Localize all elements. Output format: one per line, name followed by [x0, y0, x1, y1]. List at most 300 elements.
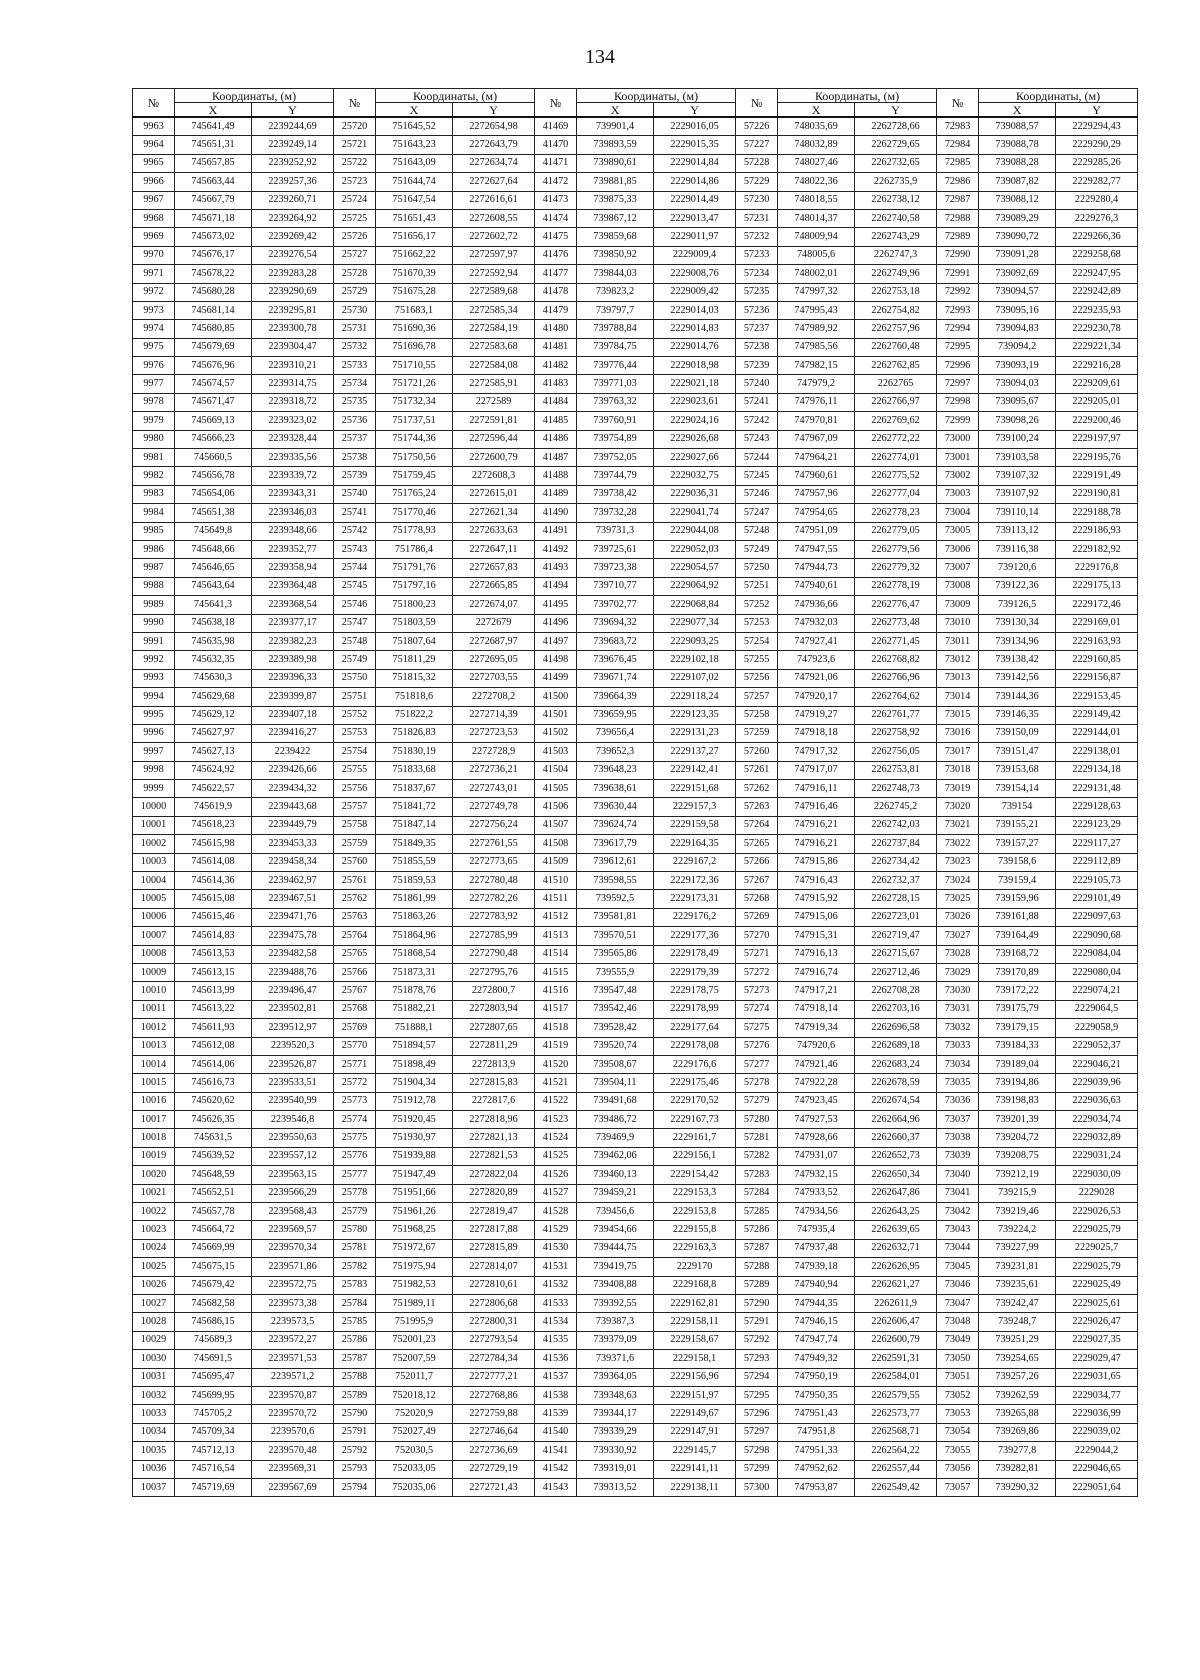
- x-coordinate: 747916,43: [778, 872, 855, 890]
- y-coordinate: 2239571,53: [252, 1350, 334, 1368]
- x-coordinate: 747936,66: [778, 596, 855, 614]
- y-coordinate: 2262715,67: [855, 945, 937, 963]
- x-coordinate: 745630,3: [175, 669, 252, 687]
- y-coordinate: 2272795,76: [453, 963, 535, 981]
- y-coordinate: 2229149,42: [1056, 706, 1138, 724]
- x-coordinate: 751786,4: [376, 540, 453, 558]
- point-number: 41526: [535, 1166, 577, 1184]
- point-number: 57238: [736, 338, 778, 356]
- y-coordinate: 2229025,7: [1056, 1239, 1138, 1257]
- point-number: 57277: [736, 1055, 778, 1073]
- point-number: 25741: [334, 504, 376, 522]
- x-coordinate: 745613,15: [175, 963, 252, 981]
- point-number: 41519: [535, 1037, 577, 1055]
- y-coordinate: 2262778,19: [855, 577, 937, 595]
- point-number: 25764: [334, 927, 376, 945]
- x-coordinate: 747947,55: [778, 540, 855, 558]
- table-row: [133, 577, 1138, 595]
- x-coordinate: 745624,92: [175, 761, 252, 779]
- point-number: 57292: [736, 1331, 778, 1349]
- point-number: 41520: [535, 1055, 577, 1073]
- point-number: 73038: [937, 1129, 979, 1147]
- y-coordinate: 2229068,84: [654, 596, 736, 614]
- y-coordinate: 2229186,93: [1056, 522, 1138, 540]
- point-number: 41524: [535, 1129, 577, 1147]
- table-row: [133, 1295, 1138, 1313]
- table-row: [133, 1074, 1138, 1092]
- y-header: Y: [855, 103, 937, 118]
- y-coordinate: 2262768,82: [855, 651, 937, 669]
- table-row: [133, 412, 1138, 430]
- x-coordinate: 739142,56: [979, 669, 1056, 687]
- y-coordinate: 2239300,78: [252, 320, 334, 338]
- y-coordinate: 2229191,49: [1056, 467, 1138, 485]
- x-coordinate: 745680,85: [175, 320, 252, 338]
- x-coordinate: 739867,12: [577, 209, 654, 227]
- point-number: 41479: [535, 301, 577, 319]
- x-coordinate: 739154: [979, 798, 1056, 816]
- x-coordinate: 745679,42: [175, 1276, 252, 1294]
- point-number: 10030: [133, 1350, 175, 1368]
- x-coordinate: 745678,22: [175, 265, 252, 283]
- point-number: 41487: [535, 449, 577, 467]
- x-coordinate: 751873,31: [376, 963, 453, 981]
- x-coordinate: 739277,8: [979, 1442, 1056, 1460]
- point-number: 25746: [334, 596, 376, 614]
- point-number: 41478: [535, 283, 577, 301]
- y-coordinate: 2229024,16: [654, 412, 736, 430]
- x-coordinate: 747953,87: [778, 1478, 855, 1496]
- x-coordinate: 739459,21: [577, 1184, 654, 1202]
- y-coordinate: 2229188,78: [1056, 504, 1138, 522]
- point-number: 57234: [736, 265, 778, 283]
- x-coordinate: 739201,39: [979, 1111, 1056, 1129]
- point-number: 73049: [937, 1331, 979, 1349]
- y-coordinate: 2272608,3: [453, 467, 535, 485]
- point-number: 73010: [937, 614, 979, 632]
- x-coordinate: 739159,4: [979, 872, 1056, 890]
- point-number: 57264: [736, 816, 778, 834]
- x-coordinate: 745652,51: [175, 1184, 252, 1202]
- point-number: 57270: [736, 927, 778, 945]
- x-coordinate: 739754,89: [577, 430, 654, 448]
- y-coordinate: 2239570,6: [252, 1423, 334, 1441]
- y-coordinate: 2272821,13: [453, 1129, 535, 1147]
- x-coordinate: 739454,66: [577, 1221, 654, 1239]
- y-coordinate: 2229118,24: [654, 688, 736, 706]
- point-number: 57284: [736, 1184, 778, 1202]
- x-coordinate: 748035,69: [778, 117, 855, 136]
- x-coordinate: 739671,74: [577, 669, 654, 687]
- table-row: [133, 559, 1138, 577]
- table-row: [133, 485, 1138, 503]
- x-coordinate: 739092,69: [979, 265, 1056, 283]
- point-number: 25777: [334, 1166, 376, 1184]
- point-number: 73051: [937, 1368, 979, 1386]
- table-row: [133, 357, 1138, 375]
- table-row: [133, 872, 1138, 890]
- point-number: 10036: [133, 1460, 175, 1478]
- y-coordinate: 2272811,29: [453, 1037, 535, 1055]
- point-number: 72987: [937, 191, 979, 209]
- point-number: 9969: [133, 228, 175, 246]
- point-number: 57245: [736, 467, 778, 485]
- point-number: 57291: [736, 1313, 778, 1331]
- y-coordinate: 2262779,05: [855, 522, 937, 540]
- number-header: №: [133, 89, 175, 118]
- x-coordinate: 745699,95: [175, 1386, 252, 1404]
- table-row: [133, 798, 1138, 816]
- y-coordinate: 2229046,65: [1056, 1460, 1138, 1478]
- point-number: 72993: [937, 301, 979, 319]
- x-coordinate: 739110,14: [979, 504, 1056, 522]
- x-coordinate: 751643,09: [376, 154, 453, 172]
- x-coordinate: 739348,63: [577, 1386, 654, 1404]
- x-coordinate: 747985,56: [778, 338, 855, 356]
- point-number: 72996: [937, 357, 979, 375]
- y-coordinate: 2262765: [855, 375, 937, 393]
- x-coordinate: 739088,78: [979, 136, 1056, 154]
- point-number: 25723: [334, 173, 376, 191]
- y-coordinate: 2229282,77: [1056, 173, 1138, 191]
- point-number: 73057: [937, 1478, 979, 1496]
- x-coordinate: 745654,06: [175, 485, 252, 503]
- x-coordinate: 747952,62: [778, 1460, 855, 1478]
- x-coordinate: 739881,85: [577, 173, 654, 191]
- table-row: [133, 1203, 1138, 1221]
- table-row: [133, 375, 1138, 393]
- y-coordinate: 2229276,3: [1056, 209, 1138, 227]
- y-coordinate: 2272585,34: [453, 301, 535, 319]
- table-row: [133, 1478, 1138, 1496]
- point-number: 73022: [937, 835, 979, 853]
- point-number: 73052: [937, 1386, 979, 1404]
- y-coordinate: 2262757,96: [855, 320, 937, 338]
- y-coordinate: 2229167,2: [654, 853, 736, 871]
- point-number: 9984: [133, 504, 175, 522]
- x-header: X: [778, 103, 855, 118]
- x-coordinate: 745648,66: [175, 540, 252, 558]
- y-coordinate: 2229026,68: [654, 430, 736, 448]
- x-coordinate: 739738,42: [577, 485, 654, 503]
- table-row: [133, 1055, 1138, 1073]
- x-coordinate: 739893,59: [577, 136, 654, 154]
- y-coordinate: 2262776,47: [855, 596, 937, 614]
- x-coordinate: 739212,19: [979, 1166, 1056, 1184]
- x-coordinate: 739089,29: [979, 209, 1056, 227]
- point-number: 57228: [736, 154, 778, 172]
- x-coordinate: 739094,83: [979, 320, 1056, 338]
- point-number: 25742: [334, 522, 376, 540]
- x-coordinate: 745626,35: [175, 1111, 252, 1129]
- point-number: 73017: [937, 743, 979, 761]
- x-coordinate: 751643,23: [376, 136, 453, 154]
- x-coordinate: 747921,46: [778, 1055, 855, 1073]
- point-number: 25790: [334, 1405, 376, 1423]
- point-number: 57246: [736, 485, 778, 503]
- y-coordinate: 2272647,11: [453, 540, 535, 558]
- y-coordinate: 2229247,95: [1056, 265, 1138, 283]
- x-coordinate: 739859,68: [577, 228, 654, 246]
- y-coordinate: 2229175,46: [654, 1074, 736, 1092]
- point-number: 25743: [334, 540, 376, 558]
- point-number: 41483: [535, 375, 577, 393]
- table-row: [133, 522, 1138, 540]
- x-coordinate: 751882,21: [376, 1000, 453, 1018]
- y-coordinate: 2272600,79: [453, 449, 535, 467]
- point-number: 73030: [937, 982, 979, 1000]
- x-coordinate: 739491,68: [577, 1092, 654, 1110]
- x-coordinate: 748032,89: [778, 136, 855, 154]
- y-coordinate: 2229014,03: [654, 301, 736, 319]
- point-number: 73055: [937, 1442, 979, 1460]
- y-coordinate: 2229023,61: [654, 393, 736, 411]
- x-coordinate: 747921,06: [778, 669, 855, 687]
- y-coordinate: 2229170: [654, 1258, 736, 1276]
- y-coordinate: 2229280,4: [1056, 191, 1138, 209]
- point-number: 73009: [937, 596, 979, 614]
- y-coordinate: 2239443,68: [252, 798, 334, 816]
- y-coordinate: 2229230,78: [1056, 320, 1138, 338]
- y-coordinate: 2272665,85: [453, 577, 535, 595]
- y-coordinate: 2262737,84: [855, 835, 937, 853]
- table-row: [133, 430, 1138, 448]
- x-coordinate: 739094,57: [979, 283, 1056, 301]
- point-number: 10033: [133, 1405, 175, 1423]
- point-number: 10022: [133, 1203, 175, 1221]
- point-number: 73007: [937, 559, 979, 577]
- table-row: [133, 265, 1138, 283]
- point-number: 41515: [535, 963, 577, 981]
- x-coordinate: 739227,99: [979, 1239, 1056, 1257]
- point-number: 9992: [133, 651, 175, 669]
- x-coordinate: 739161,88: [979, 908, 1056, 926]
- x-coordinate: 745656,78: [175, 467, 252, 485]
- y-coordinate: 2229044,2: [1056, 1442, 1138, 1460]
- x-coordinate: 747927,53: [778, 1111, 855, 1129]
- x-coordinate: 739235,61: [979, 1276, 1056, 1294]
- point-number: 73044: [937, 1239, 979, 1257]
- point-number: 57258: [736, 706, 778, 724]
- point-number: 10006: [133, 908, 175, 926]
- point-number: 25735: [334, 393, 376, 411]
- x-coordinate: 745705,2: [175, 1405, 252, 1423]
- x-coordinate: 745614,83: [175, 927, 252, 945]
- y-coordinate: 2272584,08: [453, 357, 535, 375]
- x-coordinate: 739231,81: [979, 1258, 1056, 1276]
- x-coordinate: 739456,6: [577, 1203, 654, 1221]
- x-coordinate: 751647,54: [376, 191, 453, 209]
- point-number: 9967: [133, 191, 175, 209]
- y-coordinate: 2239573,5: [252, 1313, 334, 1331]
- y-coordinate: 2262774,01: [855, 449, 937, 467]
- y-coordinate: 2229216,28: [1056, 357, 1138, 375]
- point-number: 25761: [334, 872, 376, 890]
- y-coordinate: 2239572,27: [252, 1331, 334, 1349]
- y-coordinate: 2272821,53: [453, 1147, 535, 1165]
- x-coordinate: 745619,9: [175, 798, 252, 816]
- point-number: 25775: [334, 1129, 376, 1147]
- x-coordinate: 747916,13: [778, 945, 855, 963]
- y-coordinate: 2229141,11: [654, 1460, 736, 1478]
- y-coordinate: 2239295,81: [252, 301, 334, 319]
- x-coordinate: 747964,21: [778, 449, 855, 467]
- y-coordinate: 2229026,53: [1056, 1203, 1138, 1221]
- y-coordinate: 2239449,79: [252, 816, 334, 834]
- point-number: 73037: [937, 1111, 979, 1129]
- point-number: 57262: [736, 780, 778, 798]
- x-coordinate: 747949,32: [778, 1350, 855, 1368]
- y-coordinate: 2229044,08: [654, 522, 736, 540]
- point-number: 41498: [535, 651, 577, 669]
- x-coordinate: 739155,21: [979, 816, 1056, 834]
- point-number: 57251: [736, 577, 778, 595]
- point-number: 9966: [133, 173, 175, 191]
- number-header: №: [334, 89, 376, 118]
- y-coordinate: 2229151,97: [654, 1386, 736, 1404]
- point-number: 9983: [133, 485, 175, 503]
- point-number: 25737: [334, 430, 376, 448]
- table-row: [133, 963, 1138, 981]
- x-coordinate: 739528,42: [577, 1019, 654, 1037]
- x-coordinate: 745651,38: [175, 504, 252, 522]
- x-coordinate: 745641,3: [175, 596, 252, 614]
- point-number: 41530: [535, 1239, 577, 1257]
- point-number: 9977: [133, 375, 175, 393]
- point-number: 10001: [133, 816, 175, 834]
- x-coordinate: 739598,55: [577, 872, 654, 890]
- x-coordinate: 739731,3: [577, 522, 654, 540]
- table-row: [133, 1368, 1138, 1386]
- y-coordinate: 2272815,89: [453, 1239, 535, 1257]
- y-coordinate: 2239389,98: [252, 651, 334, 669]
- x-coordinate: 748009,94: [778, 228, 855, 246]
- y-coordinate: 2229097,63: [1056, 908, 1138, 926]
- y-coordinate: 2229131,48: [1056, 780, 1138, 798]
- point-number: 57231: [736, 209, 778, 227]
- x-coordinate: 751930,97: [376, 1129, 453, 1147]
- point-number: 9964: [133, 136, 175, 154]
- y-coordinate: 2229025,79: [1056, 1258, 1138, 1276]
- x-coordinate: 745673,02: [175, 228, 252, 246]
- point-number: 9987: [133, 559, 175, 577]
- x-coordinate: 745611,93: [175, 1019, 252, 1037]
- point-number: 25785: [334, 1313, 376, 1331]
- y-coordinate: 2229128,63: [1056, 798, 1138, 816]
- point-number: 57288: [736, 1258, 778, 1276]
- y-coordinate: 2272749,78: [453, 798, 535, 816]
- x-coordinate: 745615,08: [175, 890, 252, 908]
- y-coordinate: 2272817,6: [453, 1092, 535, 1110]
- point-number: 41499: [535, 669, 577, 687]
- y-coordinate: 2262584,01: [855, 1368, 937, 1386]
- y-coordinate: 2262621,27: [855, 1276, 937, 1294]
- x-coordinate: 745618,23: [175, 816, 252, 834]
- point-number: 57267: [736, 872, 778, 890]
- y-coordinate: 2262779,32: [855, 559, 937, 577]
- y-coordinate: 2229175,13: [1056, 577, 1138, 595]
- y-coordinate: 2272616,61: [453, 191, 535, 209]
- x-coordinate: 747951,43: [778, 1405, 855, 1423]
- y-coordinate: 2262769,62: [855, 412, 937, 430]
- x-coordinate: 745612,08: [175, 1037, 252, 1055]
- point-number: 25731: [334, 320, 376, 338]
- point-number: 41508: [535, 835, 577, 853]
- y-coordinate: 2272768,86: [453, 1386, 535, 1404]
- x-coordinate: 739153,68: [979, 761, 1056, 779]
- y-coordinate: 2239570,72: [252, 1405, 334, 1423]
- point-number: 41490: [535, 504, 577, 522]
- y-coordinate: 2229014,86: [654, 173, 736, 191]
- point-number: 73006: [937, 540, 979, 558]
- point-number: 9998: [133, 761, 175, 779]
- table-row: [133, 320, 1138, 338]
- y-coordinate: 2239572,75: [252, 1276, 334, 1294]
- point-number: 10019: [133, 1147, 175, 1165]
- x-coordinate: 739752,05: [577, 449, 654, 467]
- x-coordinate: 739419,75: [577, 1258, 654, 1276]
- point-number: 72998: [937, 393, 979, 411]
- point-number: 41533: [535, 1295, 577, 1313]
- y-coordinate: 2262762,85: [855, 357, 937, 375]
- y-coordinate: 2262600,79: [855, 1331, 937, 1349]
- table-row: [133, 117, 1138, 136]
- point-number: 57255: [736, 651, 778, 669]
- y-header: Y: [1056, 103, 1138, 118]
- y-coordinate: 2272810,61: [453, 1276, 535, 1294]
- x-coordinate: 745613,53: [175, 945, 252, 963]
- point-number: 57230: [736, 191, 778, 209]
- x-coordinate: 747951,33: [778, 1442, 855, 1460]
- x-coordinate: 747940,61: [778, 577, 855, 595]
- y-coordinate: 2229014,83: [654, 320, 736, 338]
- y-coordinate: 2229025,49: [1056, 1276, 1138, 1294]
- y-coordinate: 2262643,25: [855, 1203, 937, 1221]
- y-coordinate: 2239550,63: [252, 1129, 334, 1147]
- point-number: 72988: [937, 209, 979, 227]
- x-coordinate: 745651,31: [175, 136, 252, 154]
- x-header: X: [175, 103, 252, 118]
- x-coordinate: 745657,78: [175, 1203, 252, 1221]
- y-coordinate: 2229137,27: [654, 743, 736, 761]
- point-number: 25748: [334, 632, 376, 650]
- x-coordinate: 739656,4: [577, 724, 654, 742]
- point-number: 41486: [535, 430, 577, 448]
- y-coordinate: 2229221,34: [1056, 338, 1138, 356]
- point-number: 41512: [535, 908, 577, 926]
- y-coordinate: 2229162,81: [654, 1295, 736, 1313]
- x-coordinate: 752027,49: [376, 1423, 453, 1441]
- x-coordinate: 751975,94: [376, 1258, 453, 1276]
- x-coordinate: 739408,88: [577, 1276, 654, 1294]
- y-coordinate: 2272584,19: [453, 320, 535, 338]
- y-coordinate: 2229032,75: [654, 467, 736, 485]
- point-number: 25786: [334, 1331, 376, 1349]
- table-row: [133, 1405, 1138, 1423]
- x-coordinate: 739134,96: [979, 632, 1056, 650]
- point-number: 9988: [133, 577, 175, 595]
- table-row: [133, 154, 1138, 172]
- table-row: [133, 908, 1138, 926]
- point-number: 57237: [736, 320, 778, 338]
- point-number: 73042: [937, 1203, 979, 1221]
- x-coordinate: 751864,96: [376, 927, 453, 945]
- point-number: 57241: [736, 393, 778, 411]
- x-coordinate: 747915,92: [778, 890, 855, 908]
- point-number: 25739: [334, 467, 376, 485]
- x-coordinate: 745648,59: [175, 1166, 252, 1184]
- point-number: 73032: [937, 1019, 979, 1037]
